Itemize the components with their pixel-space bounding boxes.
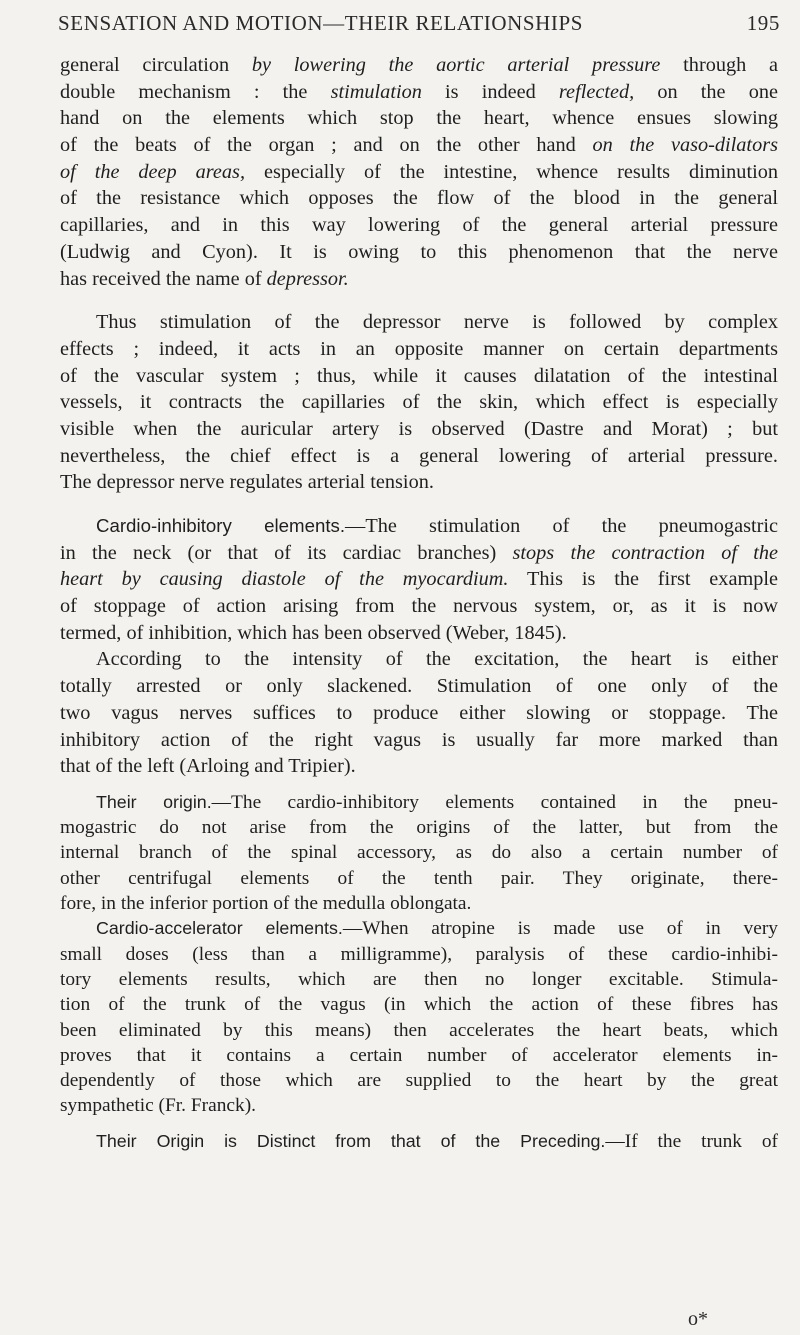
paragraph-cardio-accelerator [60, 916, 778, 1118]
text-line: in the neck (or that of its cardiac branches) stops the contraction of the [60, 541, 778, 564]
text-line: Thus stimulation of the depressor nerve is followed by complex [96, 311, 778, 334]
section-heading: Cardio-accelerator elements. [96, 918, 343, 939]
text-line: has received the name of depressor. [60, 267, 349, 290]
text-line: two vagus nerves suffices to produce either slowing or stoppage. The [60, 701, 778, 724]
text-line: Their origin.—The cardio-inhibitory elements contained in the pneu- [96, 791, 778, 813]
section-heading: Their Origin is Distinct from that of the Preceding. [96, 1130, 606, 1151]
text-line: capillaries, and in this way lowering of the general arterial pressure [60, 214, 778, 237]
text-line: small doses (less than a milligramme), paralysis of these cardio-inhibi- [60, 943, 778, 965]
printer-signature-mark: o* [688, 1308, 708, 1330]
text-line: inhibitory action of the right vagus is usually far more marked than [60, 728, 778, 751]
text-line: internal branch of the spinal accessory, as do also a certain number of [60, 842, 778, 864]
text-line: (Ludwig and Cyon). It is owing to this phenomenon that the nerve [60, 240, 778, 263]
paragraph-depressor-mechanism [60, 52, 778, 292]
paragraph-cardio-inhibitory [60, 513, 778, 646]
text-line: of the resistance which opposes the flow of the blood in the general [60, 187, 778, 210]
running-title: SENSATION AND MOTION—THEIR RELATIONSHIPS [58, 11, 584, 35]
text-line: The depressor nerve regulates arterial tension. [60, 471, 434, 494]
text-line: double mechanism : the stimulation is indeed reflected, on the one [60, 80, 778, 103]
text-line: termed, of inhibition, which has been observed (Weber, 1845). [60, 621, 567, 644]
text-line: dependently of those which are supplied to the heart by the great [60, 1070, 778, 1092]
text-line: mogastric do not arise from the origins of the latter, but from the [60, 817, 778, 839]
text-line: fore, in the inferior portion of the medulla oblongata. [60, 893, 472, 915]
text-line: of stoppage of action arising from the nervous system, or, as it is now [60, 595, 778, 618]
text-line: heart by causing diastole of the myocardium. This is the first example [60, 568, 778, 591]
paragraph-distinct-origin [60, 1129, 778, 1154]
text-line: tory elements results, which are then no longer excitable. Stimula- [60, 968, 778, 990]
text-line: of the beats of the organ ; and on the other hand on the vaso-dilators [60, 134, 778, 157]
text-line: Cardio-inhibitory elements.—The stimulation of the pneumogastric [96, 515, 778, 537]
text-line: visible when the auricular artery is observed (Dastre and Morat) ; but [60, 417, 778, 440]
page-number: 195 [746, 11, 780, 35]
text-line: According to the intensity of the excitation, the heart is either [96, 648, 778, 671]
text-line: proves that it contains a certain number of accelerator elements in- [60, 1044, 778, 1066]
text-line: sympathetic (Fr. Franck). [60, 1095, 257, 1117]
paragraph-gap [60, 292, 778, 309]
body-text [60, 52, 778, 1154]
text-line: general circulation by lowering the aortic arterial pressure through a [60, 54, 779, 76]
text-line: been eliminated by this means) then accelerates the heart beats, which [60, 1019, 778, 1041]
text-line: effects ; indeed, it acts in an opposite manner on certain departments [60, 337, 778, 360]
running-head [58, 8, 780, 38]
paragraph-depressor-effects [60, 309, 778, 496]
paragraph-gap [60, 1119, 778, 1129]
text-line: of the deep areas, especially of the intestine, whence results diminution [60, 160, 778, 183]
text-line: of the vascular system ; thus, while it causes dilatation of the intestinal [60, 364, 778, 387]
paragraph-gap [60, 496, 778, 513]
text-line: Cardio-accelerator elements.—When atropine is made use of in very [96, 918, 778, 940]
text-line: hand on the elements which stop the heart, whence ensues slowing [60, 107, 778, 130]
text-line: totally arrested or only slackened. Stimulation of one only of the [60, 675, 778, 698]
text-line: tion of the trunk of the vagus (in which the action of these fibres has [60, 994, 778, 1016]
section-heading: Cardio-inhibitory elements. [96, 515, 346, 536]
text-line: Their Origin is Distinct from that of the Preceding.—If the trunk of [96, 1130, 779, 1152]
text-line: other centrifugal elements of the tenth pair. They originate, there- [60, 867, 778, 889]
paragraph-gap [60, 780, 778, 790]
section-heading: Their origin. [96, 791, 212, 812]
paragraph-excitation-intensity [60, 646, 778, 779]
text-line: vessels, it contracts the capillaries of the skin, which effect is especially [60, 391, 778, 414]
text-line: nevertheless, the chief effect is a general lowering of arterial pressure. [60, 444, 778, 467]
small-print-section [60, 790, 778, 1154]
paragraph-their-origin [60, 790, 778, 916]
text-line: that of the left (Arloing and Tripier). [60, 755, 356, 778]
